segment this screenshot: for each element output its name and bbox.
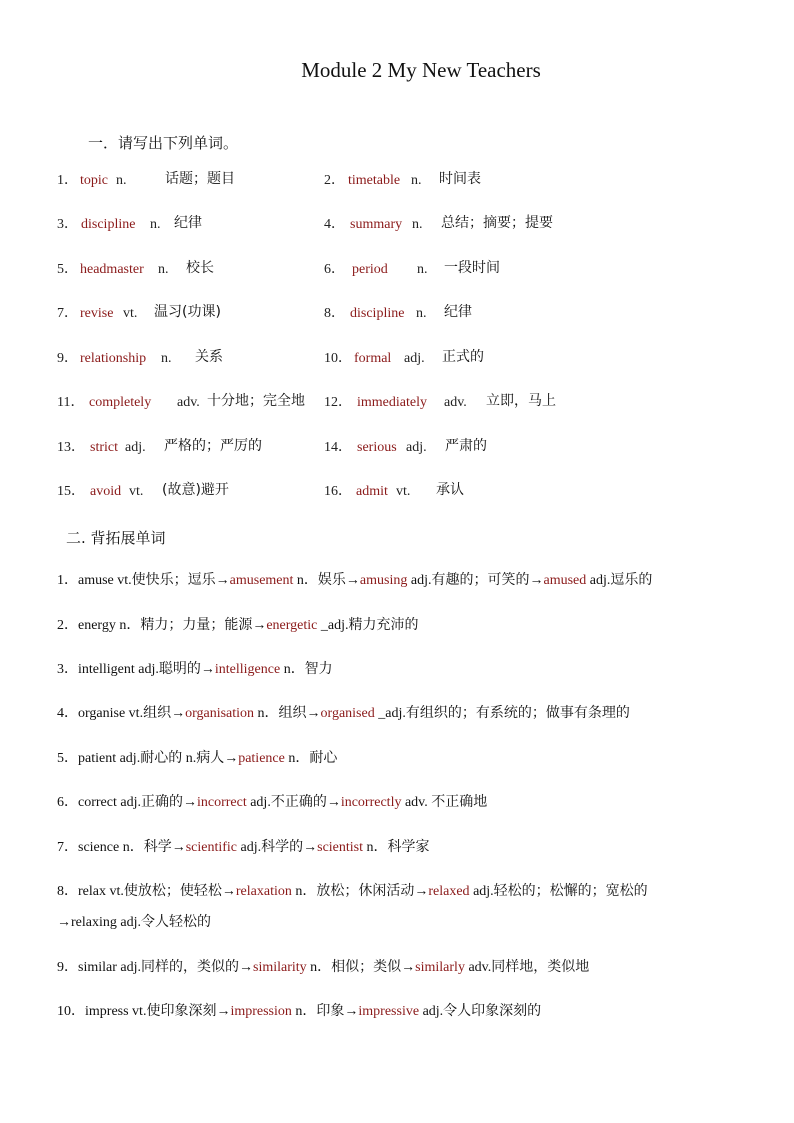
line-text: n．科学家 <box>363 840 430 855</box>
line-text: 9．similar adj.同样的，类似的→ <box>57 960 253 975</box>
line-text: adv. 不正确地 <box>401 795 488 810</box>
vocab-pos: vt. <box>123 306 138 321</box>
vocab-meaning: 正式的 <box>442 349 484 365</box>
vocab-pos: adj. <box>406 440 427 455</box>
vocab-number: 12． <box>324 395 352 410</box>
vocab-number: 8． <box>324 306 345 321</box>
derived-word: incorrectly <box>340 795 402 810</box>
extended-word-line <box>57 704 630 724</box>
line-text: 10．impress vt.使印象深刻→ <box>57 1004 231 1019</box>
section-1-heading: 一．请写出下列单词。 <box>88 134 239 152</box>
line-text: 6．correct adj.正确的→ <box>57 795 197 810</box>
line-text: 2．energy n．精力；力量；能源→ <box>57 618 267 633</box>
line-text: _adj.有组织的；有系统的；做事有条理的 <box>374 706 630 721</box>
vocab-meaning: 严格的；严厉的 <box>164 438 262 454</box>
derived-word: impressive <box>358 1004 420 1019</box>
line-text: adj.轻松的；松懈的；宽松的 <box>469 884 648 899</box>
line-text: n．娱乐→ <box>293 573 360 588</box>
vocab-word: timetable <box>348 173 401 188</box>
derived-word: relaxation <box>235 884 292 899</box>
vocab-pos: adj. <box>125 440 146 455</box>
vocab-number: 3． <box>57 217 78 232</box>
derived-word: organisation <box>185 706 255 721</box>
vocab-pos: n. <box>116 173 127 188</box>
derived-word: scientist <box>317 840 364 855</box>
vocab-meaning: 十分地；完全地 <box>207 393 305 409</box>
vocab-pos: n. <box>150 217 161 232</box>
vocab-pos: n. <box>417 262 428 277</box>
derived-word: amusement <box>229 573 294 588</box>
vocab-pos: vt. <box>129 484 144 499</box>
extended-word-line <box>57 838 430 858</box>
line-text: 3．intelligent adj.聪明的→ <box>57 662 215 677</box>
vocab-word: serious <box>357 440 397 455</box>
line-text: 5．patient adj.耐心的 n.病人→ <box>57 751 239 766</box>
vocab-meaning: 立即，马上 <box>486 393 556 409</box>
vocab-meaning: 校长 <box>186 260 214 276</box>
line-text: adv.同样地，类似地 <box>464 960 590 975</box>
vocab-word: summary <box>350 217 403 232</box>
vocab-word: revise <box>80 306 114 321</box>
derived-word: scientific <box>185 840 238 855</box>
derived-word: amusing <box>359 573 408 588</box>
vocab-number: 10． <box>324 351 352 366</box>
line-text: →relaxing adj.令人轻松的 <box>57 915 211 930</box>
line-text: n．印象→ <box>291 1004 359 1019</box>
vocab-pos: n. <box>412 217 423 232</box>
vocab-meaning: 纪律 <box>444 304 472 320</box>
line-text: 7．science n．科学→ <box>57 840 186 855</box>
vocab-pos: n. <box>411 173 422 188</box>
extended-word-line <box>57 616 419 636</box>
vocab-word: relationship <box>80 351 147 366</box>
vocab-word: strict <box>90 440 118 455</box>
line-text: adj.不正确的→ <box>246 795 341 810</box>
vocab-number: 4． <box>324 217 345 232</box>
vocab-word: admit <box>356 484 388 499</box>
vocab-word: period <box>352 262 388 277</box>
vocab-number: 15． <box>57 484 85 499</box>
vocab-word: immediately <box>357 395 427 410</box>
vocab-number: 1． <box>57 173 78 188</box>
vocab-pos: n. <box>161 351 172 366</box>
vocab-meaning: 一段时间 <box>444 260 500 276</box>
derived-word: similarly <box>415 960 465 975</box>
extended-word-line <box>57 1002 541 1022</box>
line-text: 8．relax vt.使放松；使轻松→ <box>57 884 236 899</box>
vocab-number: 7． <box>57 306 78 321</box>
extended-word-line <box>57 793 487 813</box>
vocab-meaning: 纪律 <box>174 215 202 231</box>
vocab-word: headmaster <box>80 262 144 277</box>
vocab-meaning: 温习(功课) <box>154 304 221 320</box>
vocab-pos: adv. <box>177 395 200 410</box>
vocab-number: 13． <box>57 440 85 455</box>
section-2-heading: 二. 背拓展单词 <box>66 529 166 547</box>
line-text: adj.令人印象深刻的 <box>419 1004 542 1019</box>
vocab-number: 14． <box>324 440 352 455</box>
line-text: n．组织→ <box>254 706 321 721</box>
vocab-pos: n. <box>416 306 427 321</box>
derived-word: impression <box>230 1004 292 1019</box>
derived-word: energetic <box>266 618 318 633</box>
vocab-meaning: (故意)避开 <box>162 482 229 498</box>
line-text: adj.科学的→ <box>237 840 318 855</box>
extended-word-line <box>57 882 648 902</box>
vocab-pos: n. <box>158 262 169 277</box>
derived-word: intelligence <box>214 662 281 677</box>
vocab-meaning: 承认 <box>436 482 464 498</box>
extended-word-line <box>57 571 652 591</box>
line-text: n．放松；休闲活动→ <box>291 884 429 899</box>
line-text: 4．organise vt.组织→ <box>57 706 186 721</box>
extended-word-line <box>57 749 337 769</box>
vocab-number: 6． <box>324 262 345 277</box>
vocab-word: topic <box>80 173 108 188</box>
vocab-meaning: 话题；题目 <box>165 171 235 187</box>
vocab-pos: adv. <box>444 395 467 410</box>
vocab-number: 9． <box>57 351 78 366</box>
derived-word: incorrect <box>196 795 247 810</box>
derived-word: relaxed <box>428 884 470 899</box>
vocab-meaning: 总结；摘要；提要 <box>441 215 553 231</box>
vocab-pos: vt. <box>396 484 411 499</box>
vocab-number: 11． <box>57 395 85 410</box>
page-title: Module 2 My New Teachers <box>301 58 541 82</box>
line-text: adj.逗乐的 <box>586 573 653 588</box>
line-text: n．智力 <box>280 662 333 677</box>
derived-word: patience <box>238 751 285 766</box>
line-text: n．耐心 <box>284 751 338 766</box>
extended-word-line <box>57 958 589 978</box>
vocab-pos: adj. <box>404 351 425 366</box>
vocab-number: 16． <box>324 484 352 499</box>
derived-word: amused <box>543 573 587 588</box>
vocab-meaning: 时间表 <box>439 171 481 187</box>
derived-word: similarity <box>253 960 307 975</box>
vocab-word: formal <box>354 351 392 366</box>
vocab-meaning: 关系 <box>195 349 223 365</box>
vocab-number: 5． <box>57 262 78 277</box>
vocab-number: 2． <box>324 173 345 188</box>
line-text: _adj.精力充沛的 <box>317 618 419 633</box>
extended-word-line <box>57 913 211 933</box>
line-text: n．相似；类似→ <box>306 960 416 975</box>
derived-word: organised <box>320 706 375 721</box>
vocab-word: discipline <box>81 217 136 232</box>
vocab-word: avoid <box>90 484 122 499</box>
line-text: 1．amuse vt.使快乐；逗乐→ <box>57 573 230 588</box>
vocab-word: completely <box>89 395 152 410</box>
line-text: adj.有趣的；可笑的→ <box>407 573 544 588</box>
vocab-word: discipline <box>350 306 405 321</box>
vocab-meaning: 严肃的 <box>445 438 487 454</box>
extended-word-line <box>57 660 333 680</box>
